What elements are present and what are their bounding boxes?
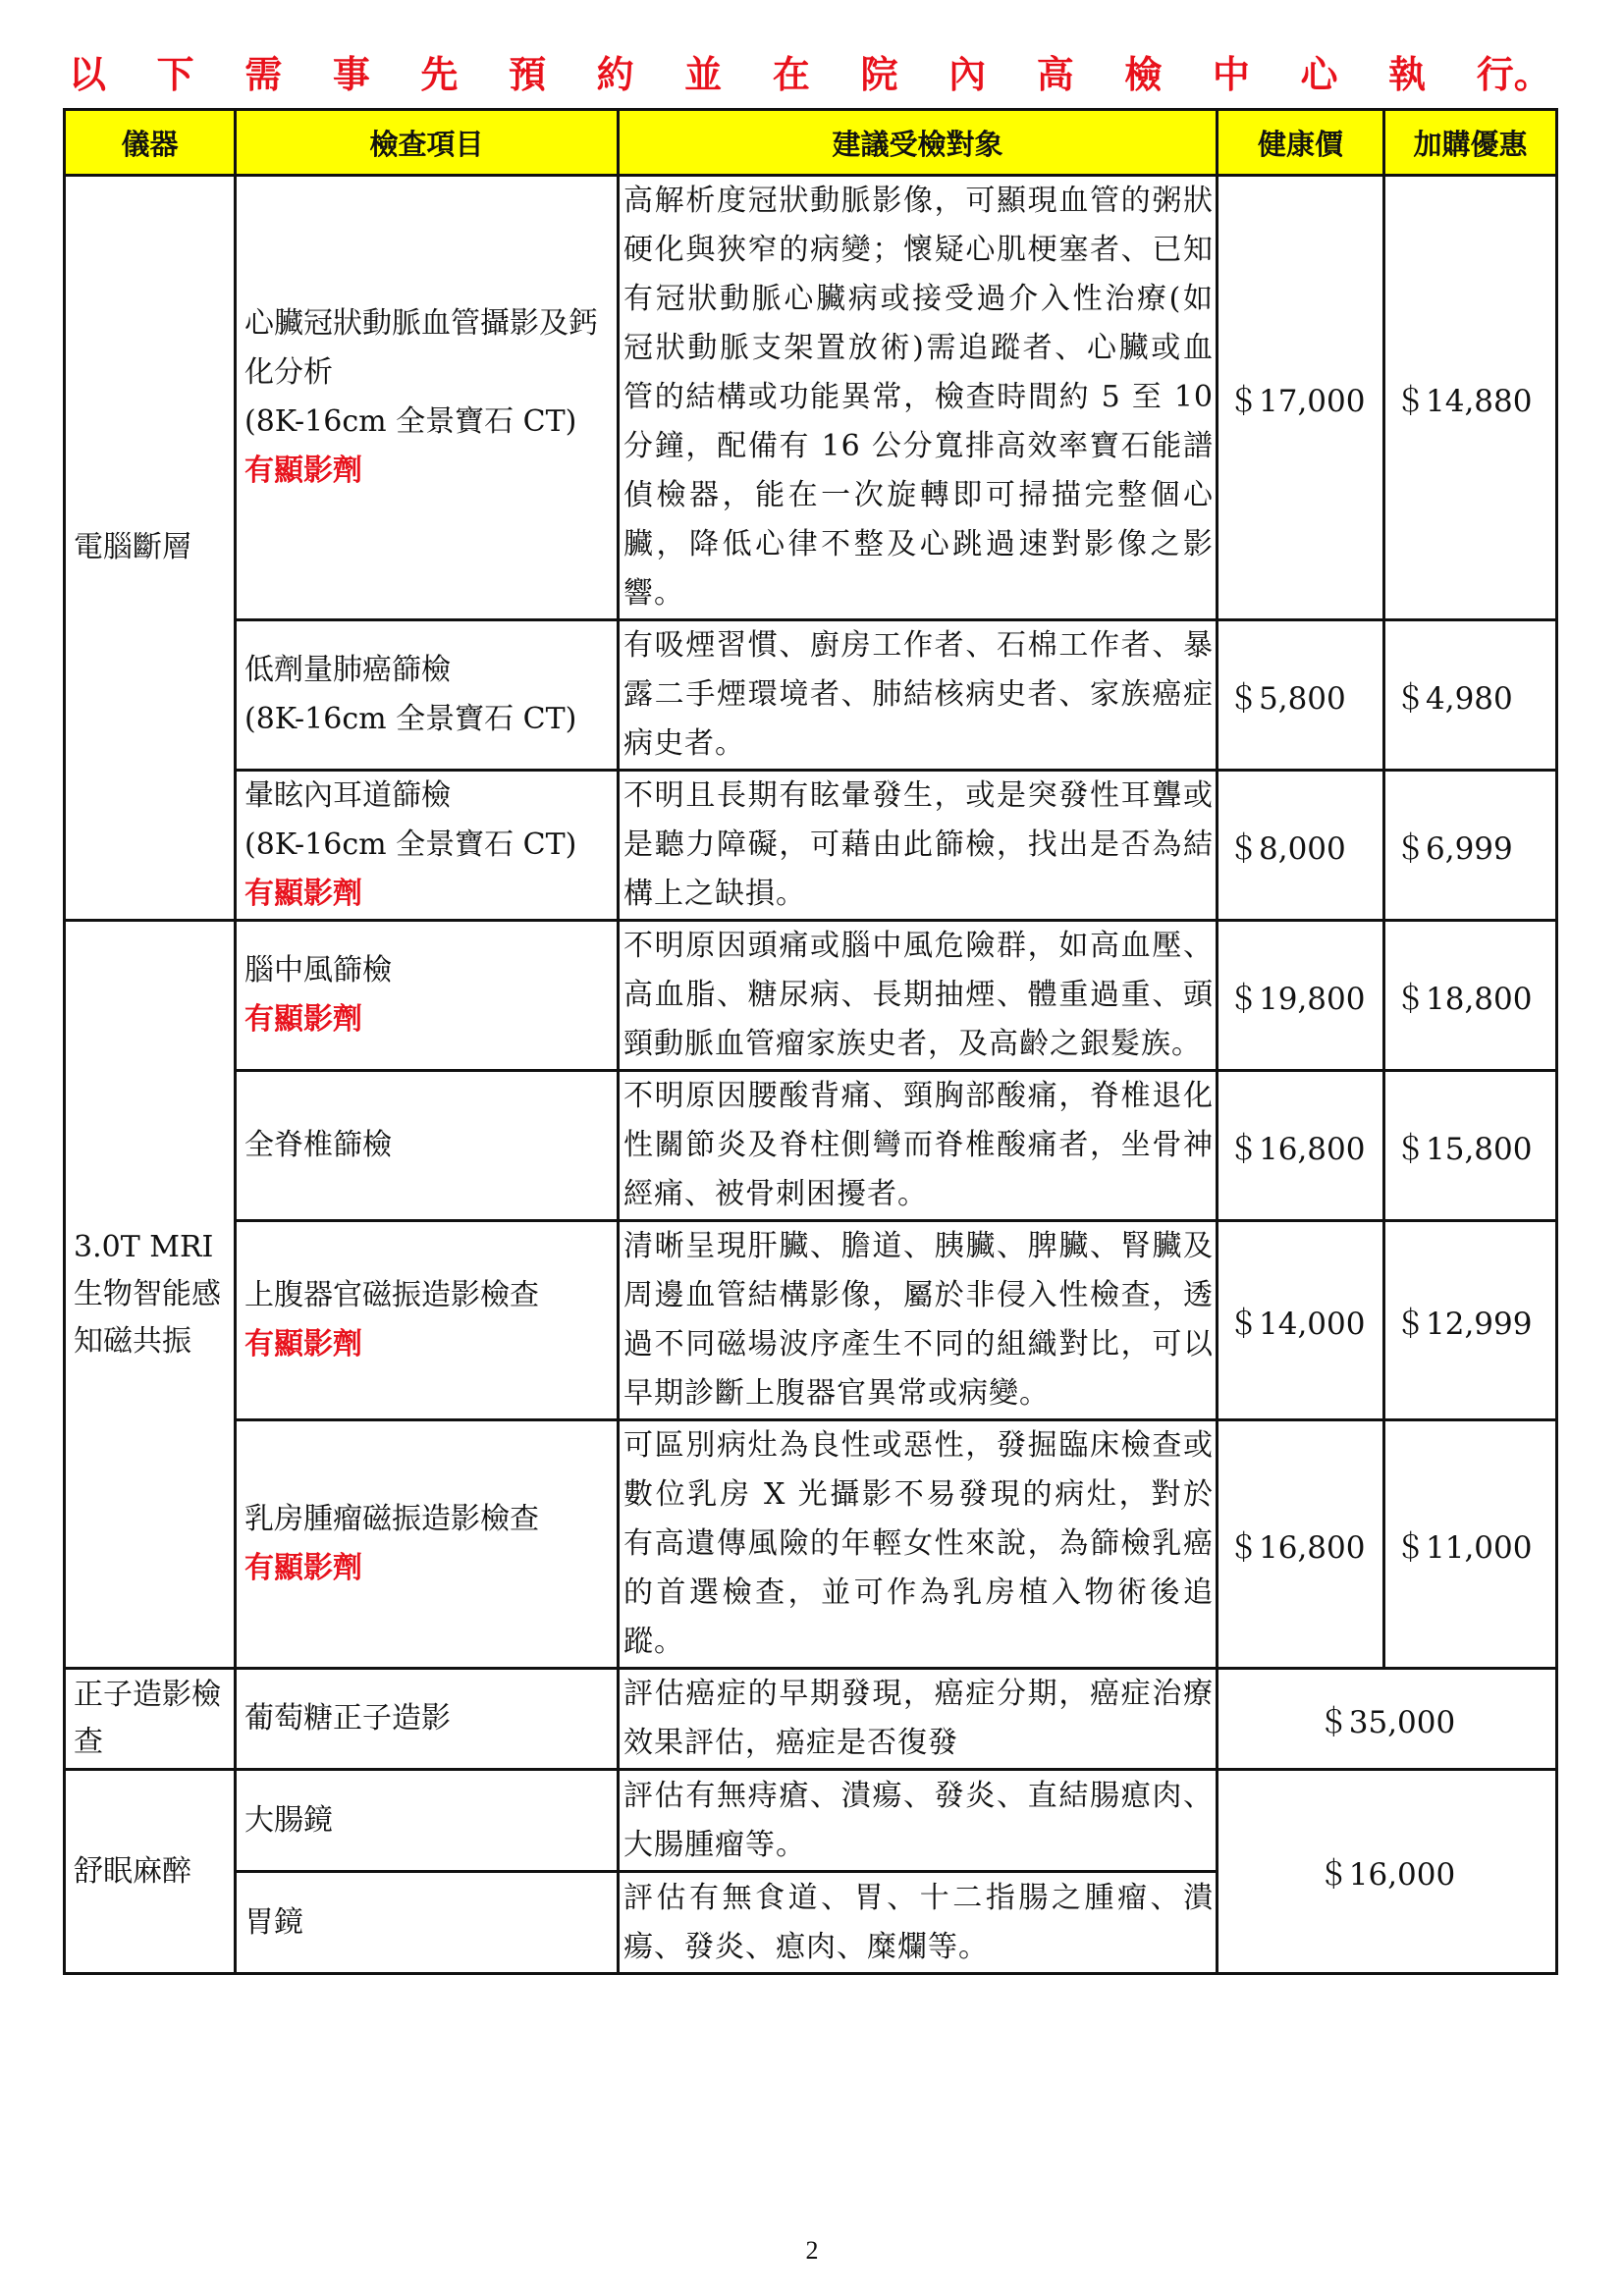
exam-target: 評估癌症的早期發現，癌症分期，癌症治療效果評估，癌症是否復發 bbox=[619, 1669, 1218, 1770]
exam-name: 上腹器官磁振造影檢查 bbox=[244, 1278, 539, 1312]
health-price: ＄14,000 bbox=[1218, 1221, 1384, 1420]
combined-price: ＄16,000 bbox=[1218, 1770, 1557, 1974]
discount-price: ＄14,880 bbox=[1384, 176, 1557, 620]
heading-char: 高 bbox=[1036, 52, 1074, 96]
table-row bbox=[65, 176, 1557, 620]
table-row bbox=[65, 1071, 1557, 1221]
exam-item bbox=[236, 1770, 619, 1872]
health-price: ＄16,800 bbox=[1218, 1420, 1384, 1669]
health-price: ＄19,800 bbox=[1218, 921, 1384, 1071]
exam-item bbox=[236, 1669, 619, 1770]
heading-char: 中 bbox=[1212, 52, 1250, 96]
heading-char: 內 bbox=[948, 52, 987, 96]
exam-item bbox=[236, 1420, 619, 1669]
exam-name: 心臟冠狀動脈血管攝影及鈣化分析 bbox=[244, 306, 598, 390]
instrument-sedation: 舒眠麻醉 bbox=[65, 1770, 236, 1974]
contrast-label: 有顯影劑 bbox=[244, 1327, 362, 1362]
discount-price: ＄11,000 bbox=[1384, 1420, 1557, 1669]
exam-target: 評估有無痔瘡、潰瘍、發炎、直結腸瘜肉、大腸腫瘤等。 bbox=[619, 1770, 1218, 1872]
discount-price: ＄12,999 bbox=[1384, 1221, 1557, 1420]
table-row bbox=[65, 1221, 1557, 1420]
exam-device: (8K-16cm 全景寶石 CT) bbox=[244, 828, 577, 862]
exam-target: 有吸煙習慣、廚房工作者、石棉工作者、暴露二手煙環境者、肺結核病史者、家族癌症病史者。 bbox=[619, 620, 1218, 771]
table-row bbox=[65, 1420, 1557, 1669]
exam-target: 不明且長期有眩暈發生，或是突發性耳聾或是聽力障礙，可藉由此篩檢，找出是否為結構上之缺損。 bbox=[619, 771, 1218, 921]
health-price: ＄5,800 bbox=[1218, 620, 1384, 771]
page-number: 2 bbox=[805, 2236, 819, 2265]
table-row bbox=[65, 1669, 1557, 1770]
heading-char: 執 bbox=[1388, 52, 1427, 96]
table-row bbox=[65, 771, 1557, 921]
instrument-ct: 電腦斷層 bbox=[65, 176, 236, 921]
exam-item bbox=[236, 1221, 619, 1420]
exam-target: 可區別病灶為良性或惡性，發掘臨床檢查或數位乳房 X 光攝影不易發現的病灶，對於有高遺傳風險的年輕女性來說，為篩檢乳癌的首選檢查，並可作為乳房植入物術後追蹤。 bbox=[619, 1420, 1218, 1669]
exam-name: 乳房腫瘤磁振造影檢查 bbox=[244, 1502, 539, 1536]
exam-name: 大腸鏡 bbox=[244, 1802, 333, 1838]
contrast-label: 有顯影劑 bbox=[244, 1551, 362, 1585]
heading-char: 事 bbox=[332, 52, 370, 96]
heading-char: 並 bbox=[684, 52, 723, 96]
exam-name: 低劑量肺癌篩檢 bbox=[244, 653, 451, 687]
health-price: ＄16,800 bbox=[1218, 1071, 1384, 1221]
exam-device: (8K-16cm 全景寶石 CT) bbox=[244, 404, 577, 439]
exam-item bbox=[236, 921, 619, 1071]
table-header-row bbox=[65, 110, 1557, 176]
table-row bbox=[65, 1770, 1557, 1872]
health-price: ＄8,000 bbox=[1218, 771, 1384, 921]
exam-name: 暈眩內耳道篩檢 bbox=[244, 778, 451, 813]
combined-price: ＄35,000 bbox=[1218, 1669, 1557, 1770]
heading-char: 在 bbox=[772, 52, 810, 96]
exam-item bbox=[236, 1071, 619, 1221]
heading-char: 約 bbox=[596, 52, 634, 96]
exam-item bbox=[236, 176, 619, 620]
heading-char: 行。 bbox=[1476, 52, 1551, 96]
health-price: ＄17,000 bbox=[1218, 176, 1384, 620]
heading-char: 預 bbox=[509, 52, 547, 96]
instrument-pet: 正子造影檢查 bbox=[65, 1669, 236, 1770]
exam-price-table bbox=[63, 108, 1558, 1975]
exam-target: 清晰呈現肝臟、膽道、胰臟、脾臟、腎臟及周邊血管結構影像，屬於非侵入性檢查，透過不同磁場波序產生不同的組織對比，可以早期診斷上腹器官異常或病變。 bbox=[619, 1221, 1218, 1420]
heading-char: 心 bbox=[1300, 52, 1338, 96]
exam-target: 評估有無食道、胃、十二指腸之腫瘤、潰瘍、發炎、瘜肉、糜爛等。 bbox=[619, 1872, 1218, 1974]
exam-item bbox=[236, 1872, 619, 1974]
exam-name: 葡萄糖正子造影 bbox=[244, 1701, 451, 1735]
exam-item bbox=[236, 771, 619, 921]
header-discount: 加購優惠 bbox=[1384, 110, 1557, 176]
contrast-label: 有顯影劑 bbox=[244, 1002, 362, 1037]
discount-price: ＄18,800 bbox=[1384, 921, 1557, 1071]
contrast-label: 有顯影劑 bbox=[244, 454, 362, 488]
exam-name: 胃鏡 bbox=[244, 1904, 303, 1940]
header-price: 健康價 bbox=[1218, 110, 1384, 176]
heading-char: 以 bbox=[69, 52, 107, 96]
heading-char: 下 bbox=[156, 52, 194, 96]
table-row bbox=[65, 921, 1557, 1071]
instrument-mri: 3.0T MRI 生物智能感知磁共振 bbox=[65, 921, 236, 1669]
exam-target: 高解析度冠狀動脈影像，可顯現血管的粥狀硬化與狹窄的病變；懷疑心肌梗塞者、已知有冠狀動脈心臟病或接受過介入性治療(如冠狀動脈支架置放術)需追蹤者、心臟或血管的結構或功能異常，檢查時間約 5 至 10 分鐘，配備有 16 公分寬排高效率寶石能譜偵檢器，能在一次旋轉即可掃描完整個心臟，降低心律不整及心跳過速對影像之影響。 bbox=[619, 176, 1218, 620]
exam-name: 腦中風篩檢 bbox=[244, 953, 392, 988]
heading-char: 院 bbox=[860, 52, 898, 96]
heading-char: 需 bbox=[244, 52, 283, 96]
exam-target: 不明原因頭痛或腦中風危險群，如高血壓、高血脂、糖尿病、長期抽煙、體重過重、頭頸動脈血管瘤家族史者，及高齡之銀髮族。 bbox=[619, 921, 1218, 1071]
exam-name: 全脊椎篩檢 bbox=[244, 1128, 392, 1162]
header-target: 建議受檢對象 bbox=[619, 110, 1218, 176]
page-heading bbox=[69, 41, 1551, 100]
contrast-label: 有顯影劑 bbox=[244, 877, 362, 911]
heading-char: 檢 bbox=[1124, 52, 1163, 96]
discount-price: ＄6,999 bbox=[1384, 771, 1557, 921]
discount-price: ＄15,800 bbox=[1384, 1071, 1557, 1221]
exam-device: (8K-16cm 全景寶石 CT) bbox=[244, 702, 577, 736]
table-row bbox=[65, 620, 1557, 771]
exam-target: 不明原因腰酸背痛、頸胸部酸痛，脊椎退化性關節炎及脊柱側彎而脊椎酸痛者，坐骨神經痛、被骨刺困擾者。 bbox=[619, 1071, 1218, 1221]
header-instrument: 儀器 bbox=[65, 110, 236, 176]
discount-price: ＄4,980 bbox=[1384, 620, 1557, 771]
header-item: 檢查項目 bbox=[236, 110, 619, 176]
heading-char: 先 bbox=[420, 52, 459, 96]
exam-item bbox=[236, 620, 619, 771]
